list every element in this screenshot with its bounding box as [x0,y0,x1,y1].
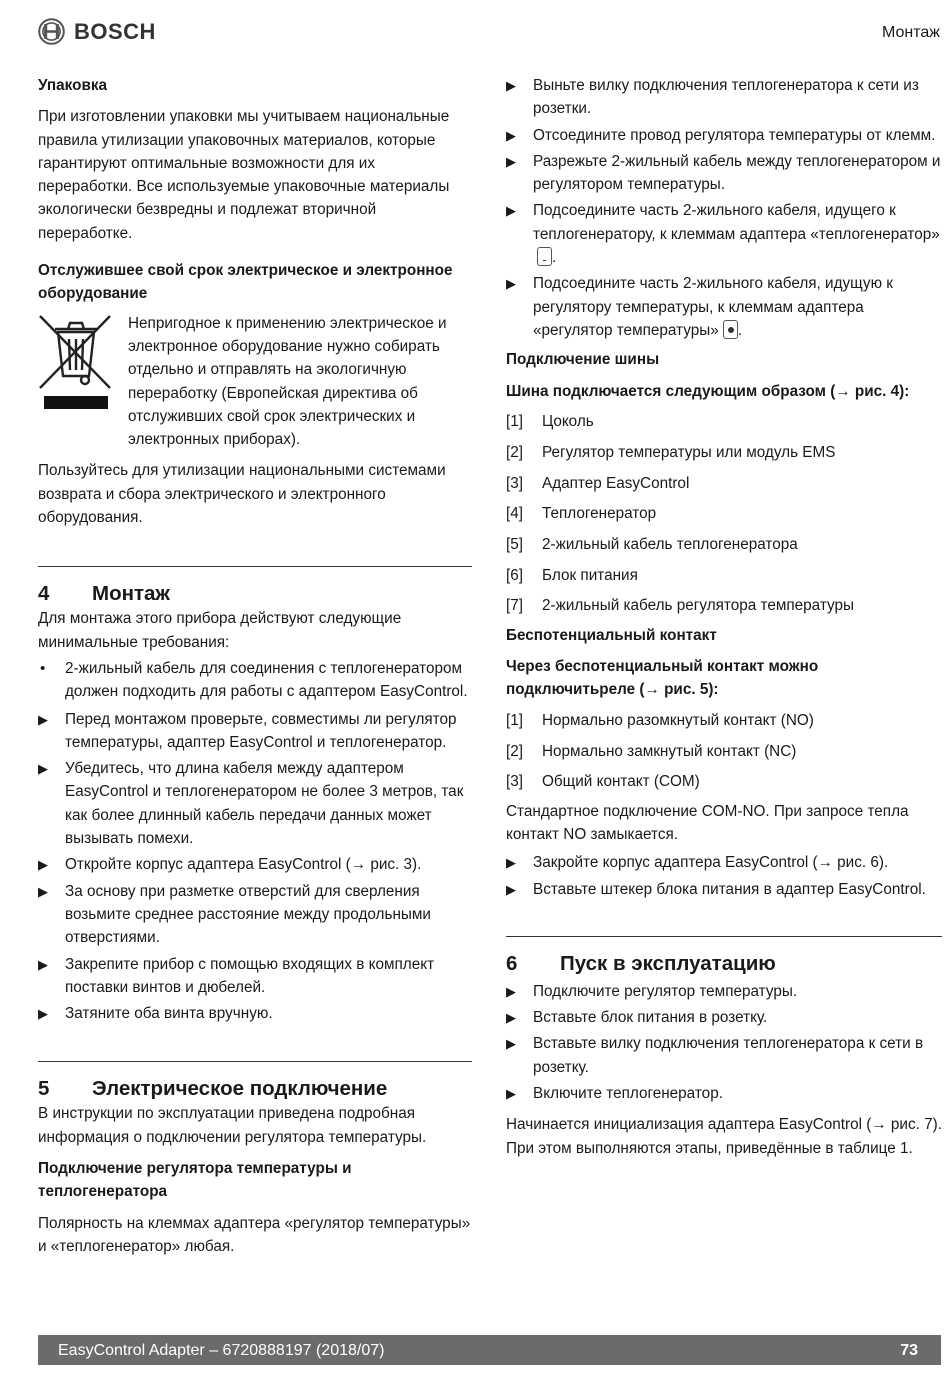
list-item: ▶ Закройте корпус адаптера EasyControl (→ рис. 6). [506,851,942,874]
requirements-list [38,657,472,704]
section-title-text: Монтаж [92,582,170,606]
controller-terminal-icon [723,320,738,339]
list-item: ▶ Вставьте штекер блока питания в адаптер EasyControl. [506,878,942,901]
list-item: ▶ Затяните оба винта вручную. [38,1002,472,1025]
contact-subheading: Через беспотенциальный контакт можно подключитьреле (→ рис. 5): [506,657,819,699]
list-item: ▶ Выньте вилку подключения теплогенератора к сети из розетки. [506,74,942,121]
triangle-bullet-icon: ▶ [506,1010,516,1026]
triangle-bullet-icon: ▶ [506,1036,516,1052]
weee-text: Непригодное к применению электрическое и электронное оборудование нужно собирать отдельно и отправлять на экологичную переработку (Европейская директива об отслуживших свой срок электрических и электронных приборах). [128,314,447,449]
list-item: [6] Блок питания [506,566,638,584]
section-divider [506,936,942,937]
section-5-title [38,1076,472,1102]
page-number: 73 [900,1342,918,1359]
triangle-bullet-icon: ▶ [506,153,516,169]
bus-heading: Подключение шины [506,351,660,369]
section-4-intro: Для монтажа этого прибора действуют следующие минимальные требования: [38,610,402,651]
list-item: ▶ Подключите регулятор температуры. [506,980,942,1003]
triangle-bullet-icon: ▶ [38,711,48,727]
list-item: ▶ Подсоедините часть 2-жильного кабеля, идущего к теплогенератору, к клеммам адаптера «теплогенератор». [506,199,942,269]
triangle-bullet-icon: ▶ [506,1086,516,1101]
brand-name: BOSCH [74,19,156,44]
list-item: [2] Нормально замкнутый контакт (NC) [506,742,797,760]
triangle-bullet-icon: ▶ [506,983,516,999]
list-item: [3] Адаптер EasyControl [506,474,690,492]
section-title-text: Электрическое подключение [92,1077,388,1101]
running-header: Монтаж [882,24,940,41]
contact-text: Стандартное подключение COM-NO. При запросе тепла контакт NO замыкается. [506,802,909,843]
bus-subheading: Шина подключается следующим образом (→ рис. 4): [506,382,910,400]
weee-text-2: Пользуйтесь для утилизации национальными системами возврата и сбора электрического и электронного оборудования. [38,462,446,527]
weee-block [38,312,472,452]
section-5-subheading: Подключение регулятора температуры и теплогенератора [38,1159,352,1201]
list-item: ▶ Вставьте блок питания в розетку. [506,1006,942,1029]
packaging-text: При изготовлении упаковки мы учитываем национальные правила утилизации упаковочных материалов, которые гарантируют оптимальные возможности для их переработки. Все используемые упаковочные материалы экологически безвредны и подлежат вторичной переработке. [38,108,450,242]
section-6-steps [506,980,942,1105]
list-item: [1] Цоколь [506,413,594,431]
triangle-bullet-icon: ▶ [506,881,516,897]
section-4-title [38,581,472,607]
section-number: 4 [38,582,50,606]
section-6-title [506,951,942,977]
left-column [38,74,472,1258]
list-item: ▶ Включите теплогенератор. [506,1082,942,1105]
triangle-bullet-icon: ▶ [38,857,48,873]
list-item: [2] Регулятор температуры или модуль EMS [506,443,836,461]
section-4-steps [38,708,472,1026]
triangle-bullet-icon: ▶ [506,127,516,143]
bullet-dot-icon: • [40,659,46,677]
triangle-bullet-icon: ▶ [506,78,516,93]
triangle-bullet-icon: ▶ [38,761,48,777]
list-item: • 2-жильный кабель для соединения с теплогенератором должен подходить для работы с адаптером EasyControl. [38,657,472,704]
document-id: EasyControl Adapter – 6720888197 (2018/07) [58,1342,385,1359]
section-5-text: Полярность на клеммах адаптера «регулятор температуры» и «теплогенератор» любая. [38,1214,471,1255]
heat-generator-terminal-icon [537,247,552,266]
wiring-steps [506,74,942,342]
page-footer [38,1335,941,1365]
list-item: [1] Нормально разомкнутый контакт (NO) [506,711,814,729]
contact-legend [506,709,942,794]
list-item: ▶ Перед монтажом проверьте, совместимы ли регулятор температуры, адаптер EasyControl и теплогенератор. [38,708,472,755]
triangle-bullet-icon: ▶ [506,855,516,871]
right-column [506,74,942,1160]
bus-legend [506,410,942,617]
section-title-text: Пуск в эксплуатацию [560,951,776,975]
list-item: ▶ Разрежьте 2-жильный кабель между теплогенератором и регулятором температуры. [506,150,942,197]
list-item: [3] Общий контакт (COM) [506,773,700,791]
list-item: ▶ Убедитесь, что длина кабеля между адаптером EasyControl и теплогенератором не более 3 метров, так как более длинный кабель передачи данных может вызывать помехи. [38,757,472,850]
triangle-bullet-icon: ▶ [506,203,516,219]
triangle-bullet-icon: ▶ [38,883,48,899]
triangle-bullet-icon: ▶ [506,276,516,292]
section-number: 6 [506,951,518,975]
list-item: [4] Теплогенератор [506,505,657,523]
section-divider [38,1061,472,1062]
crossed-out-wheelie-bin-icon [38,312,116,412]
contact-heading: Беспотенциальный контакт [506,626,717,644]
section-number: 5 [38,1077,50,1101]
list-item: ▶ Откройте корпус адаптера EasyControl (→ рис. 3). [38,853,472,876]
brand-logo [38,18,156,45]
section-divider [38,566,472,567]
list-item: ▶ Подсоедините часть 2-жильного кабеля, идущую к регулятору температуры, к клеммам адаптера «регулятор температуры» . [506,272,942,342]
list-item: ▶ Отсоедините провод регулятора температуры от клемм. [506,124,942,147]
list-item: ▶ Вставьте вилку подключения теплогенератора к сети в розетку. [506,1032,942,1079]
bosch-armature-icon [38,18,65,45]
triangle-bullet-icon: ▶ [38,956,48,972]
section-5-intro: В инструкции по эксплуатации приведена подробная информация о подключении регулятора температуры. [38,1105,427,1146]
weee-heading: Отслужившее свой срок электрическое и электронное оборудование [38,262,453,303]
triangle-bullet-icon: ▶ [38,1006,48,1022]
list-item: [7] 2-жильный кабель регулятора температуры [506,597,854,615]
packaging-heading: Упаковка [38,77,108,94]
contact-steps [506,851,942,901]
list-item: ▶ За основу при разметке отверстий для сверления возьмите среднее расстояние между продольными отверстиями. [38,880,472,950]
section-6-text: Начинается инициализация адаптера EasyControl (→ рис. 7). При этом выполняются этапы, приведённые в таблице 1. [506,1116,942,1157]
list-item: ▶ Закрепите прибор с помощью входящих в комплект поставки винтов и дюбелей. [38,953,472,1000]
list-item: [5] 2-жильный кабель теплогенератора [506,536,798,553]
